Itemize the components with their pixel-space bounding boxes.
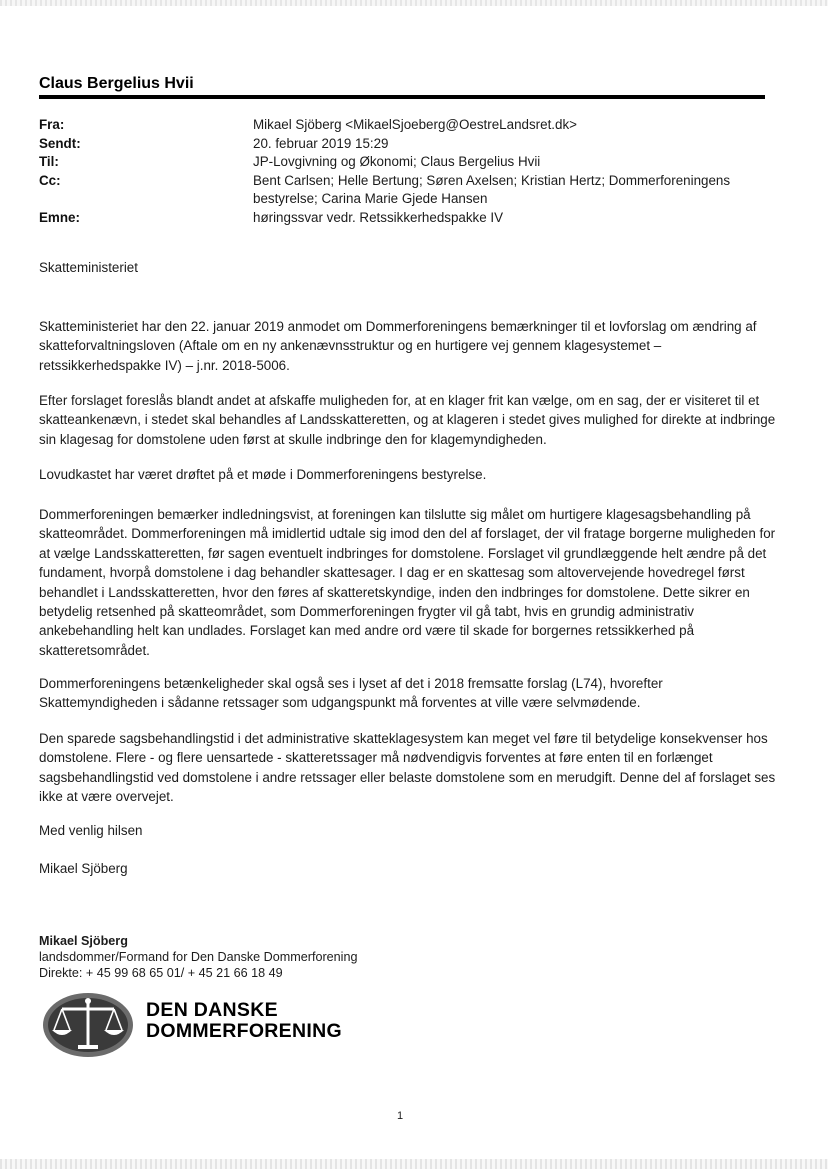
header-label: Til: (39, 154, 59, 170)
signature-name: Mikael Sjöberg (39, 934, 128, 948)
letter-paragraph: Efter forslaget foreslås blandt andet at afskaffe muligheden for, at en klager frit kan vælge, om en sag, der er visiteret til et skatteankenævn, i stedet skal behandles af Landsskatteretten, og at klageren i stedet gives mulighed for direkte at indbringe sin klagesag for domstolene uden først at skulle indbringe den for klagemyndigheden. (39, 393, 776, 447)
scan-edge-top (0, 0, 828, 6)
letter-paragraph: Skatteministeriet har den 22. januar 2019 anmodet om Dommerforeningens bemærkninger til et lovforslag om ændring af skatteforvaltningsloven (Aftale om en ny ankenævnsstruktur og en hurtigere vej gennem klagesystemet – retssikkerhedspakke IV) – j.nr. 2018-5006. (39, 319, 757, 373)
letter-signoff-name: Mikael Sjöberg (39, 861, 128, 876)
header-label: Fra: (39, 117, 65, 132)
letter-paragraph: Dommerforeningen bemærker indledningsvist, at foreningen kan tilslutte sig målet om hurtigere klagesagsbehandling på skatteområdet. Dommerforeningen må imidlertid udtale sig imod den del af forslaget, der vil fratage borgerne muligheden for at vælge Landsskatteretten, før sagen eventuelt indbringes for domstolene. Forslaget vil grundlæggende helt ændre på det fundament, hvorpå domstolene i dag behandler skattesager. I dag er en skattesag som altovervejende hovedregel først behandlet i Landsskatteretten, hvor den føres af skatteretskyndige, inden den indbringes for domstolene. Dette sikrer en betydelig retsenhed på skatteområdet, som Dommerforeningen frygter vil gå tabt, hvis en grundig administrativ ankebehandling helt kan undlades. Forslaget kan med andre ord være til skade for borgernes retssikkerhed på skatteretsområdet. (39, 507, 776, 658)
logo-line: DOMMERFORENING (146, 1020, 342, 1042)
header-row-to (39, 153, 765, 172)
header-row-sent (39, 135, 765, 154)
email-sender-name: Claus Bergelius Hvii (39, 75, 194, 92)
header-row-cc (39, 172, 765, 209)
letter-closing: Med venlig hilsen (39, 823, 143, 838)
header-label: Cc: (39, 172, 61, 188)
email-header-block (39, 116, 765, 228)
logo-wordmark (146, 1000, 342, 1042)
header-divider (39, 95, 765, 99)
signature-phone: Direkte: + 45 99 68 65 01/ + 45 21 66 18 49 (39, 965, 283, 980)
dommerforening-logo (42, 990, 342, 1070)
header-row-subject (39, 209, 765, 228)
letter-paragraph: Dommerforeningens betænkeligheder skal også ses i lyset af det i 2018 fremsatte forslag (L74), hvorefter Skattemyndigheden i sådanne retssager som udgangspunkt må forventes at ville være selvmødende. (39, 676, 663, 711)
letter-paragraph: Lovudkastet har været drøftet på et møde i Dommerforeningens bestyrelse. (39, 467, 487, 482)
letter-paragraph: Den sparede sagsbehandlingstid i det administrative skatteklagesystem kan meget vel føre til betydelige konsekvenser hos domstolene. Flere - og flere uensartede - skatteretssager må nødvendigvis forventes at føre enten til en forlænget sagsbehandlingstid ved domstolene i andre retssager eller belaste domstolene som en merudgift. Denne del af forslaget ses ikke at være overvejet. (39, 731, 776, 805)
letter-greeting: Skatteministeriet (39, 260, 138, 275)
email-signature (39, 934, 357, 981)
logo-line: DEN DANSKE (146, 999, 278, 1021)
header-value-cc: Bent Carlsen; Helle Bertung; Søren Axelsen; Kristian Hertz; Dommerforeningens bestyrelse; Carina Marie Gjede Hansen (253, 172, 731, 207)
scan-edge-bottom (0, 1159, 828, 1169)
header-value-from: Mikael Sjöberg <MikaelSjoeberg@OestreLandsret.dk> (253, 117, 577, 132)
header-value-to: JP-Lovgivning og Økonomi; Claus Bergelius Hvii (253, 154, 541, 170)
page-number: 1 (397, 1110, 404, 1122)
signature-title: landsdommer/Formand for Den Danske Dommerforening (39, 949, 358, 964)
header-label: Sendt: (39, 135, 81, 151)
header-row-from (39, 116, 765, 135)
header-value-subject: høringssvar vedr. Retssikkerhedspakke IV (253, 209, 504, 225)
header-label: Emne: (39, 209, 80, 225)
scales-of-justice-icon (42, 990, 138, 1060)
header-value-sent: 20. februar 2019 15:29 (253, 135, 389, 151)
